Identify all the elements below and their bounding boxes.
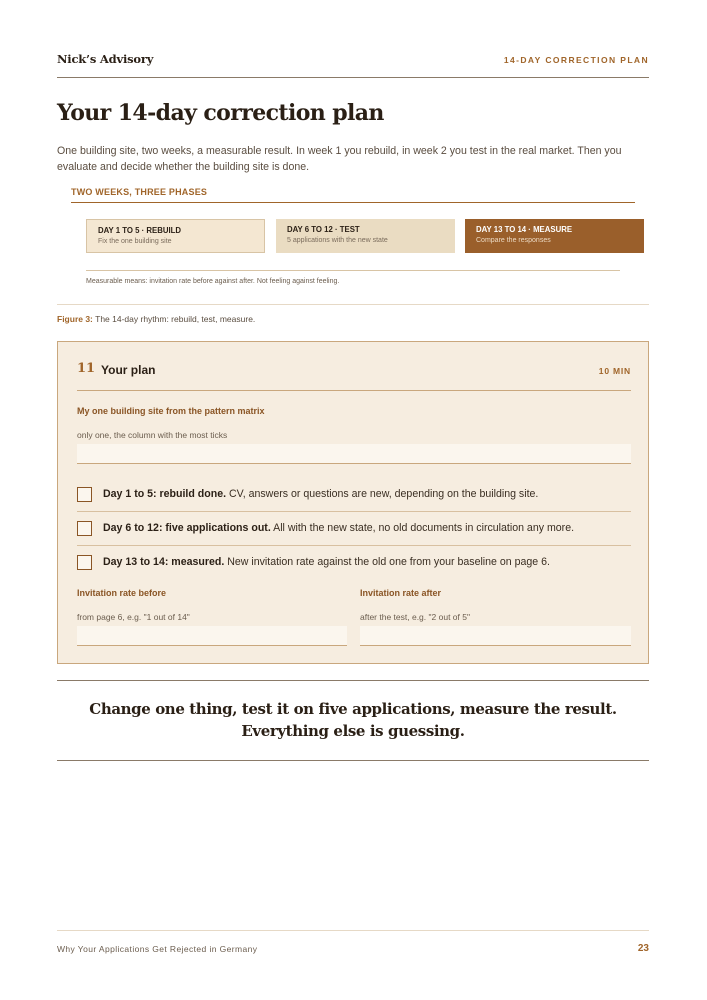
check-label-text: CV, answers or questions are new, depending on the building site. <box>226 488 539 500</box>
phase-subtitle: Fix the one building site <box>98 238 172 245</box>
worksheet-title: Your plan <box>101 363 156 377</box>
check-item-applications[interactable] <box>77 512 631 546</box>
pull-quote <box>57 680 649 761</box>
page-title: Your 14-day correction plan <box>57 100 384 126</box>
worksheet-header <box>77 360 631 391</box>
check-label <box>103 522 574 534</box>
check-item-measured[interactable] <box>77 546 631 580</box>
phase-subtitle: 5 applications with the new state <box>287 237 388 244</box>
phase-measure <box>465 219 644 253</box>
check-label-bold: Day 13 to 14: measured. <box>103 556 225 568</box>
check-label-bold: Day 1 to 5: rebuild done. <box>103 488 227 500</box>
section-label: 14-DAY CORRECTION PLAN <box>503 55 649 65</box>
building-site-input[interactable] <box>77 444 631 464</box>
rate-before-hint: from page 6, e.g. "1 out of 14" <box>77 612 190 622</box>
phase-title: DAY 1 TO 5 · REBUILD <box>98 226 182 235</box>
rate-after-input[interactable] <box>360 626 631 646</box>
quote-line-1: Change one thing, test it on five applications, measure the result. <box>89 700 617 718</box>
figure-heading: TWO WEEKS, THREE PHASES <box>71 187 635 203</box>
page-footer <box>57 930 649 960</box>
check-label <box>103 556 550 568</box>
phase-rebuild <box>86 219 265 253</box>
page-header <box>57 52 649 78</box>
building-site-label: My one building site from the pattern matrix <box>77 406 265 416</box>
figure-note: Measurable means: invitation rate before against after. Not feeling against feeling. <box>86 278 340 285</box>
check-label-text: All with the new state, no old documents in circulation any more. <box>270 522 575 534</box>
intro-paragraph: One building site, two weeks, a measurable result. In week 1 you rebuild, in week 2 you test in the real market. Then you evaluate and decide whether the building site is done. <box>57 145 622 173</box>
caption-label: Figure 3: <box>57 314 93 324</box>
figure-phases <box>57 184 649 305</box>
rate-after-hint: after the test, e.g. "2 out of 5" <box>360 612 470 622</box>
phase-subtitle: Compare the responses <box>476 237 551 244</box>
rate-before-label: Invitation rate before <box>77 588 167 598</box>
worksheet-number: 11 <box>77 361 96 376</box>
book-title: Why Your Applications Get Rejected in Germany <box>57 944 258 954</box>
time-estimate: 10 MIN <box>598 366 631 376</box>
checkbox[interactable] <box>77 487 92 502</box>
caption-text: The 14-day rhythm: rebuild, test, measure. <box>95 314 256 324</box>
phase-title: DAY 6 TO 12 · TEST <box>287 225 360 234</box>
quote-line-2: Everything else is guessing. <box>241 722 465 740</box>
check-item-rebuild[interactable] <box>77 478 631 512</box>
building-site-hint: only one, the column with the most ticks <box>77 430 228 440</box>
check-label-bold: Day 6 to 12: five applications out. <box>103 522 271 534</box>
plan-worksheet <box>57 341 649 664</box>
check-label-text: New invitation rate against the old one from your baseline on page 6. <box>224 556 550 568</box>
phase-test <box>276 219 455 253</box>
figure-caption <box>57 314 255 324</box>
rate-before-input[interactable] <box>77 626 347 646</box>
phase-title: DAY 13 TO 14 · MEASURE <box>476 225 573 234</box>
page-number: 23 <box>637 943 649 954</box>
checkbox[interactable] <box>77 555 92 570</box>
check-label <box>103 488 538 500</box>
rate-after-label: Invitation rate after <box>360 588 442 598</box>
brand-name: Nick’s Advisory <box>57 52 154 66</box>
quote-text <box>57 698 649 742</box>
checkbox[interactable] <box>77 521 92 536</box>
figure-divider <box>86 270 620 271</box>
